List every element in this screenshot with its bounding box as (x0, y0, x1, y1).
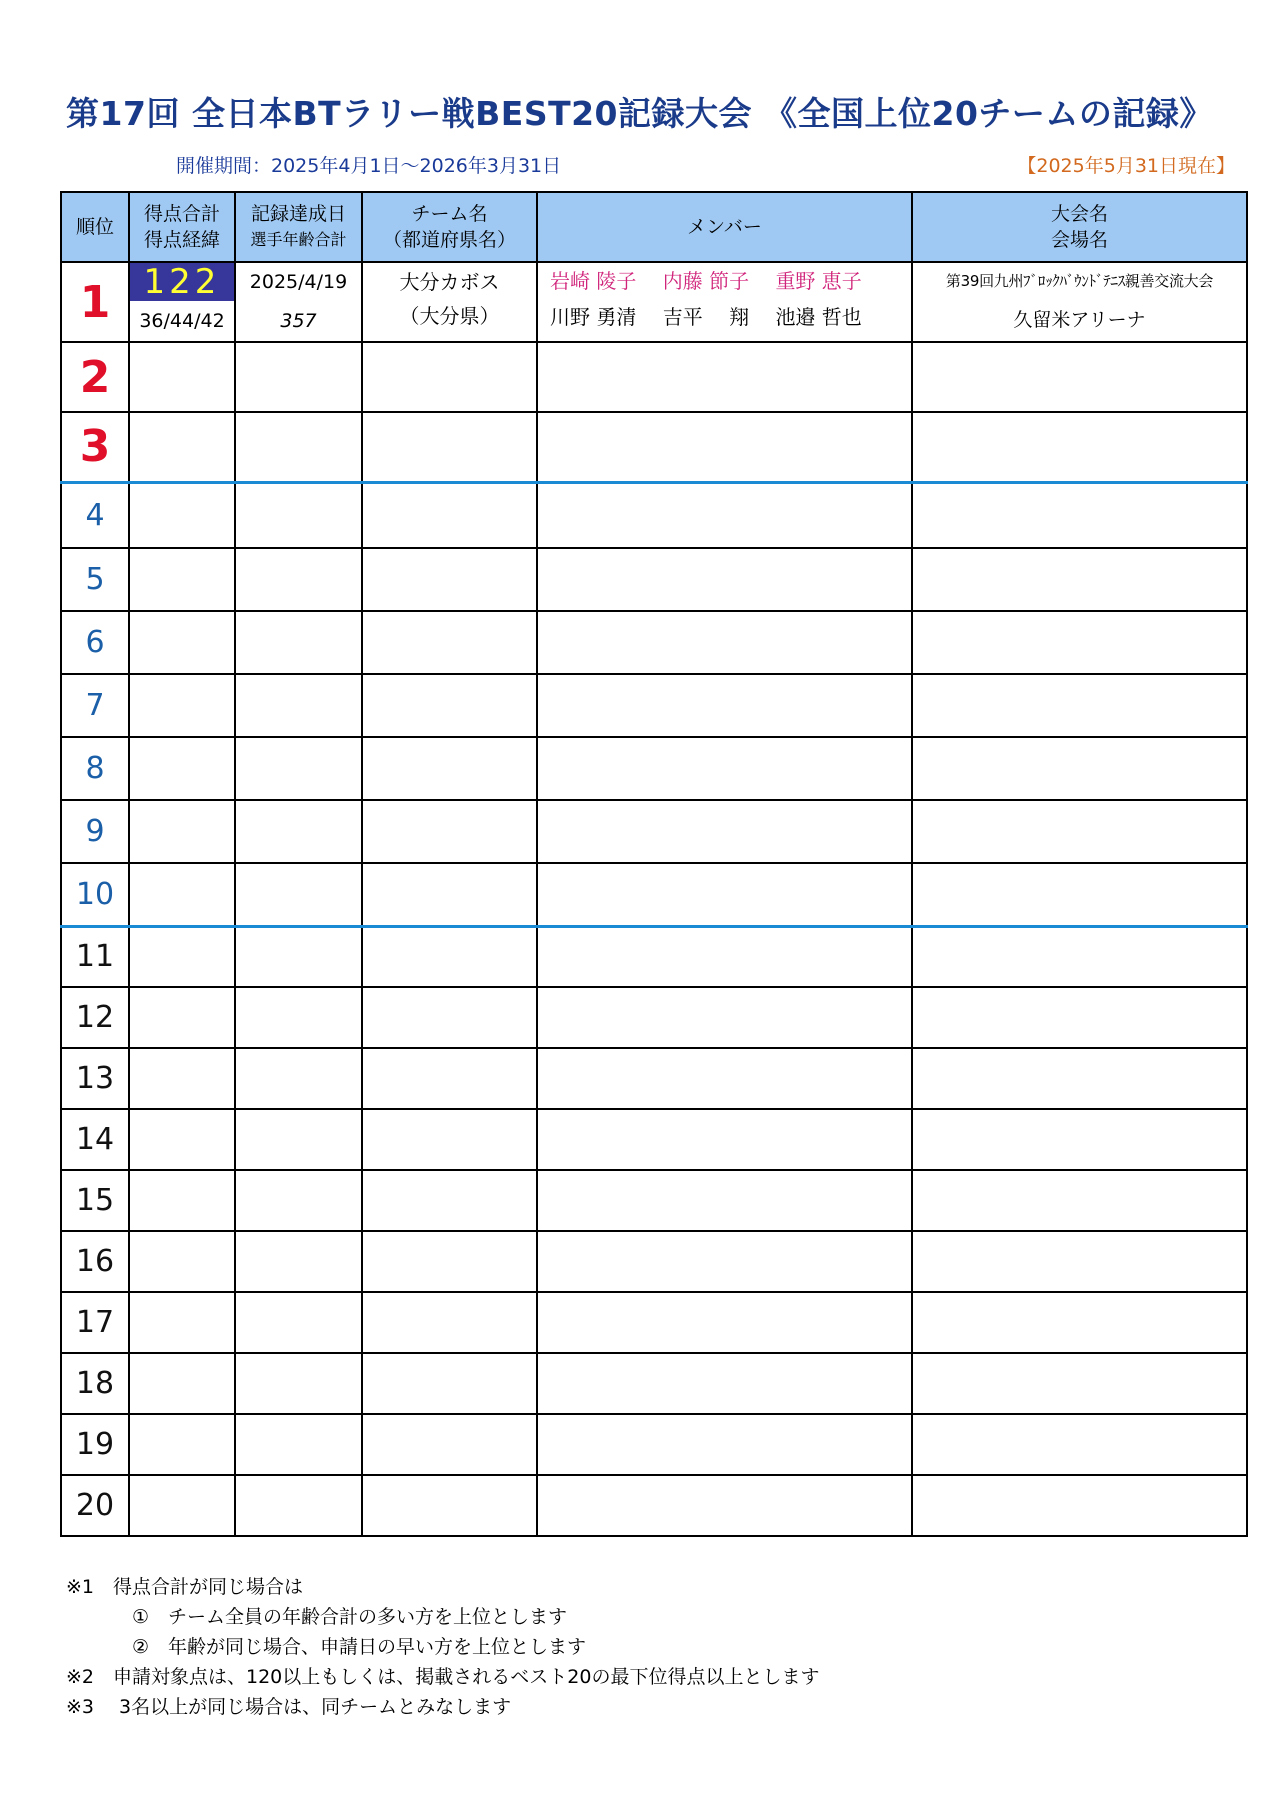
member-name: 池邉 哲也 (775, 305, 862, 329)
venue-cell (912, 548, 1247, 611)
members-cell (537, 412, 912, 482)
date-cell (235, 1170, 362, 1231)
table-row (61, 1475, 1247, 1536)
empty-rows (61, 342, 1247, 1536)
date-cell (235, 262, 362, 342)
date-cell (235, 611, 362, 674)
score-cell (129, 1109, 235, 1170)
venue-cell (912, 1109, 1247, 1170)
score-cell (129, 262, 235, 342)
table-row (61, 987, 1247, 1048)
team-cell (362, 482, 537, 548)
table-row (61, 482, 1247, 548)
venue-cell (912, 262, 1247, 342)
team-cell (362, 1048, 537, 1109)
members-cell (537, 482, 912, 548)
date-cell (235, 1353, 362, 1414)
table-row (61, 800, 1247, 863)
venue-cell (912, 1048, 1247, 1109)
table-row (61, 611, 1247, 674)
note-1: ※1 得点合計が同じ場合は (66, 1576, 304, 1598)
members-cell (537, 611, 912, 674)
date-cell (235, 737, 362, 800)
members-cell (537, 1109, 912, 1170)
team-cell (362, 611, 537, 674)
date-cell (235, 800, 362, 863)
score-cell (129, 611, 235, 674)
rank-cell: 20 (61, 1475, 129, 1536)
score-cell (129, 800, 235, 863)
rank-cell: 17 (61, 1292, 129, 1353)
venue-cell (912, 611, 1247, 674)
rank-cell: 11 (61, 926, 129, 987)
team-cell (362, 674, 537, 737)
team-cell (362, 1414, 537, 1475)
score-cell (129, 1353, 235, 1414)
table-row (61, 926, 1247, 987)
rank-cell: 2 (61, 342, 129, 412)
date-cell (235, 548, 362, 611)
header-row (61, 192, 1247, 262)
score-cell (129, 1475, 235, 1536)
members-cell (537, 863, 912, 926)
note-1a: ① チーム全員の年齢合計の多い方を上位とします (132, 1606, 568, 1628)
member-name: 吉平 翔 (662, 305, 750, 329)
score-cell (129, 674, 235, 737)
date-cell (235, 482, 362, 548)
team-cell (362, 737, 537, 800)
date-cell (235, 342, 362, 412)
venue-cell (912, 800, 1247, 863)
achieved-date: 2025/4/19 (249, 271, 348, 293)
score-cell (129, 987, 235, 1048)
team-prefecture: （大分県） (399, 304, 500, 328)
header-age-total: 選手年齢合計 (250, 230, 347, 249)
team-cell (362, 262, 537, 342)
venue-cell (912, 342, 1247, 412)
members-cell (537, 548, 912, 611)
table-row (61, 548, 1247, 611)
member-name: 川野 勇清 (550, 305, 637, 329)
date-cell (235, 1414, 362, 1475)
table-row (61, 1292, 1247, 1353)
header-date-achieved: 記録達成日 (250, 203, 346, 225)
rank-cell: 1 (61, 262, 129, 342)
members-cell (537, 1353, 912, 1414)
team-cell (362, 926, 537, 987)
date-cell (235, 1231, 362, 1292)
score-cell (129, 1414, 235, 1475)
score-cell (129, 926, 235, 987)
members-cell (537, 926, 912, 987)
rank-cell: 16 (61, 1231, 129, 1292)
members-cell (537, 1414, 912, 1475)
rank-cell: 7 (61, 674, 129, 737)
score-total: 122 (130, 263, 234, 301)
age-total: 357 (280, 310, 317, 332)
rank-cell: 6 (61, 611, 129, 674)
score-history: 36/44/42 (139, 310, 225, 332)
team-cell (362, 800, 537, 863)
event-period: 開催期間：2025年4月1日～2026年3月31日 (176, 155, 562, 177)
team-cell (362, 1292, 537, 1353)
header-team (362, 192, 537, 262)
header-team-name: チーム名 (411, 203, 488, 225)
header-venue-name: 会場名 (1050, 229, 1108, 251)
header-members: メンバー (537, 192, 912, 262)
note-2: ※2 申請対象点は、120以上もしくは、掲載されるベスト20の最下位得点以上とします (66, 1666, 820, 1688)
team-cell (362, 1475, 537, 1536)
table-row (61, 1231, 1247, 1292)
table-row (61, 342, 1247, 412)
members-cell (537, 1475, 912, 1536)
team-cell (362, 412, 537, 482)
table-row (61, 674, 1247, 737)
header-score-history: 得点経緯 (143, 229, 220, 251)
table-row (61, 262, 1247, 342)
members-cell (537, 987, 912, 1048)
score-cell (129, 1231, 235, 1292)
score-cell (129, 1292, 235, 1353)
header-venue (912, 192, 1247, 262)
rank-cell: 19 (61, 1414, 129, 1475)
team-cell (362, 1231, 537, 1292)
records-table (60, 191, 1248, 1537)
table-row (61, 1048, 1247, 1109)
venue-cell (912, 863, 1247, 926)
score-cell (129, 863, 235, 926)
date-cell (235, 1475, 362, 1536)
table-row (61, 1170, 1247, 1231)
date-cell (235, 1048, 362, 1109)
table-row (61, 1109, 1247, 1170)
header-score-total: 得点合計 (143, 203, 220, 225)
note-1b: ② 年齢が同じ場合、申請日の早い方を上位とします (132, 1636, 587, 1658)
members-cell (537, 737, 912, 800)
date-cell (235, 1109, 362, 1170)
score-cell (129, 412, 235, 482)
members-cell (537, 262, 912, 342)
score-cell (129, 737, 235, 800)
date-cell (235, 987, 362, 1048)
rank-cell: 3 (61, 412, 129, 482)
members-cell (537, 1231, 912, 1292)
as-of-date: 【2025年5月31日現在】 (1017, 155, 1235, 177)
score-cell (129, 1170, 235, 1231)
team-cell (362, 1353, 537, 1414)
score-cell (129, 342, 235, 412)
venue-cell (912, 412, 1247, 482)
members-cell (537, 1292, 912, 1353)
team-cell (362, 987, 537, 1048)
venue-cell (912, 987, 1247, 1048)
header-rank: 順位 (61, 192, 129, 262)
venue-cell (912, 1475, 1247, 1536)
member-name: 重野 恵子 (775, 269, 862, 293)
date-cell (235, 674, 362, 737)
date-cell (235, 926, 362, 987)
member-name: 内藤 節子 (662, 269, 750, 293)
venue-cell (912, 737, 1247, 800)
rank-cell: 12 (61, 987, 129, 1048)
team-name: 大分カボス (399, 270, 500, 294)
members-cell (537, 674, 912, 737)
rank-cell: 9 (61, 800, 129, 863)
date-cell (235, 412, 362, 482)
table-row (61, 1414, 1247, 1475)
rank-cell: 8 (61, 737, 129, 800)
team-cell (362, 1109, 537, 1170)
rank-cell: 18 (61, 1353, 129, 1414)
page-title: 第17回 全日本BTラリー戦BEST20記録大会 《全国上位20チームの記録》 (66, 94, 1213, 133)
date-cell (235, 1292, 362, 1353)
rank-cell: 14 (61, 1109, 129, 1170)
team-cell (362, 548, 537, 611)
rank-cell: 4 (61, 482, 129, 548)
table-row (61, 1353, 1247, 1414)
tournament-name: 第39回九州ﾌﾞﾛｯｸﾊﾞｳﾝﾄﾞﾃﾆｽ親善交流大会 (945, 272, 1214, 290)
team-cell (362, 863, 537, 926)
venue-cell (912, 926, 1247, 987)
venue-cell (912, 674, 1247, 737)
rank-cell: 10 (61, 863, 129, 926)
members-cell (537, 342, 912, 412)
header-prefecture: （都道府県名） (382, 229, 516, 251)
note-3: ※3 3名以上が同じ場合は、同チームとみなします (66, 1696, 512, 1718)
venue-cell (912, 1414, 1247, 1475)
venue-cell (912, 1231, 1247, 1292)
header-date (235, 192, 362, 262)
table-row (61, 863, 1247, 926)
rank-cell: 5 (61, 548, 129, 611)
members-cell (537, 800, 912, 863)
venue-cell (912, 1170, 1247, 1231)
date-cell (235, 863, 362, 926)
notes (66, 1572, 819, 1722)
team-cell (362, 342, 537, 412)
venue-cell (912, 1353, 1247, 1414)
rank-cell: 13 (61, 1048, 129, 1109)
members-cell (537, 1170, 912, 1231)
team-cell (362, 1170, 537, 1231)
score-cell (129, 482, 235, 548)
header-tournament: 大会名 (1050, 203, 1108, 225)
score-cell (129, 1048, 235, 1109)
header-score (129, 192, 235, 262)
table-row (61, 737, 1247, 800)
score-cell (129, 548, 235, 611)
table-row (61, 412, 1247, 482)
rank-cell: 15 (61, 1170, 129, 1231)
members-cell (537, 1048, 912, 1109)
venue-name: 久留米アリーナ (1013, 309, 1146, 331)
venue-cell (912, 482, 1247, 548)
venue-cell (912, 1292, 1247, 1353)
member-name: 岩崎 陵子 (550, 269, 637, 293)
